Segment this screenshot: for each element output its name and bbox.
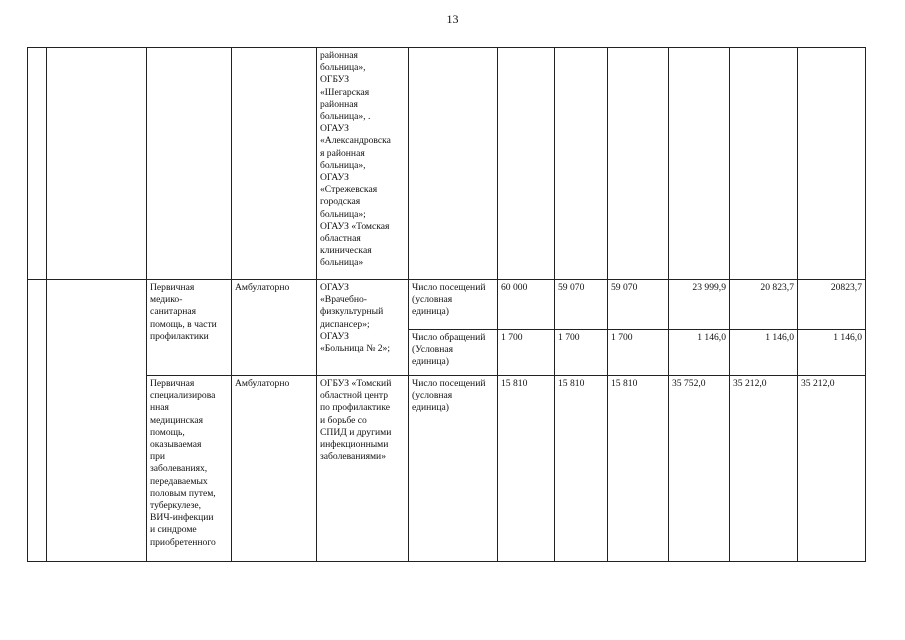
- unit-cell: Число обращений (Условная единица): [409, 330, 498, 376]
- value-cell: 59 070: [555, 280, 608, 330]
- value-cell: 1 146,0: [669, 330, 730, 376]
- value-cell: 59 070: [608, 280, 669, 330]
- value-cell: 1 700: [608, 330, 669, 376]
- table-row: [28, 48, 866, 280]
- value-cell: [669, 48, 730, 280]
- unit-cell: [409, 48, 498, 280]
- value-cell: 15 810: [555, 376, 608, 562]
- value-cell: 15 810: [608, 376, 669, 562]
- unit-cell: Число посещений (условная единица): [409, 280, 498, 330]
- value-cell: 1 700: [498, 330, 555, 376]
- institutions-cell: районная больница», ОГБУЗ «Шегарская районная больница», . ОГАУЗ «Александровска я районная больница», ОГАУЗ «Стрежевская городская больница»; ОГАУЗ «Томская областная клиническая больница»: [317, 48, 409, 280]
- value-cell: 35 212,0: [730, 376, 798, 562]
- index-cell: [28, 48, 47, 280]
- value-cell: [555, 48, 608, 280]
- care-type-cell: [147, 48, 232, 280]
- value-cell: [798, 48, 866, 280]
- value-cell: 20823,7: [798, 280, 866, 330]
- page-number: 13: [446, 12, 459, 26]
- care-type-cell: Первичная специализирова нная медицинская помощь, оказываемая при заболеваниях, передаваемых половым путем, туберкулезе, ВИЧ-инфекции и синдроме приобретенного: [147, 376, 232, 562]
- value-cell: [498, 48, 555, 280]
- institutions-cell: ОГБУЗ «Томский областной центр по профилактике и борьбе со СПИД и другими инфекционными заболеваниями»: [317, 376, 409, 562]
- value-cell: 35 212,0: [798, 376, 866, 562]
- value-cell: [730, 48, 798, 280]
- index-cell: [28, 280, 47, 562]
- value-cell: 20 823,7: [730, 280, 798, 330]
- care-type-cell: Первичная медико- санитарная помощь, в части профилактики: [147, 280, 232, 376]
- condition-cell: Амбулаторно: [232, 280, 317, 376]
- value-cell: 15 810: [498, 376, 555, 562]
- value-cell: 1 146,0: [798, 330, 866, 376]
- data-table: [27, 47, 866, 562]
- value-cell: 23 999,9: [669, 280, 730, 330]
- value-cell: [608, 48, 669, 280]
- value-cell: 35 752,0: [669, 376, 730, 562]
- unit-cell: Число посещений (условная единица): [409, 376, 498, 562]
- table-row: [28, 280, 866, 330]
- category-cell: [47, 48, 147, 280]
- value-cell: 1 146,0: [730, 330, 798, 376]
- value-cell: 1 700: [555, 330, 608, 376]
- condition-cell: Амбулаторно: [232, 376, 317, 562]
- category-cell: [47, 280, 147, 562]
- value-cell: 60 000: [498, 280, 555, 330]
- table-row: [28, 376, 866, 562]
- institutions-cell: ОГАУЗ «Врачебно- физкультурный диспансер»; ОГАУЗ «Больница № 2»;: [317, 280, 409, 376]
- condition-cell: [232, 48, 317, 280]
